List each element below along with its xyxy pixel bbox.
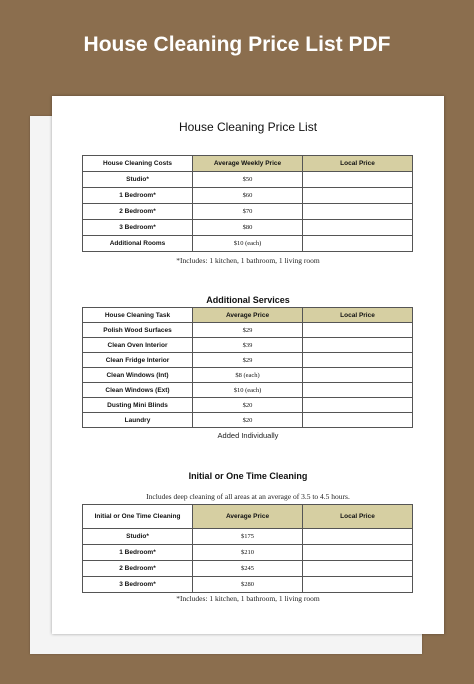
local-price [303, 545, 413, 561]
average-price: $245 [193, 561, 303, 577]
column-header: Local Price [303, 308, 413, 323]
row-label: Clean Fridge Interior [83, 353, 193, 368]
column-header: Local Price [303, 156, 413, 172]
table-row [83, 413, 413, 428]
column-header: House Cleaning Task [83, 308, 193, 323]
price-list-sheet [52, 96, 444, 634]
row-label: Clean Windows (Int) [83, 368, 193, 383]
table-header-row [83, 505, 413, 529]
column-header: House Cleaning Costs [83, 156, 193, 172]
row-label: Polish Wood Surfaces [83, 323, 193, 338]
average-price: $20 [193, 398, 303, 413]
section-intro: Includes deep cleaning of all areas at an average of 3.5 to 4.5 hours. [146, 492, 350, 501]
table-row [83, 545, 413, 561]
row-label: Dusting Mini Blinds [83, 398, 193, 413]
table-row [83, 383, 413, 398]
average-price: $50 [193, 172, 303, 188]
average-price: $210 [193, 545, 303, 561]
average-price: $29 [193, 323, 303, 338]
row-label: Additional Rooms [83, 236, 193, 252]
table-row [83, 236, 413, 252]
column-header: Average Weekly Price [193, 156, 303, 172]
local-price [303, 368, 413, 383]
document-title: House Cleaning Price List [178, 120, 318, 134]
local-price [303, 398, 413, 413]
average-price: $80 [193, 220, 303, 236]
average-price: $20 [193, 413, 303, 428]
local-price [303, 561, 413, 577]
section-title: Initial or One Time Cleaning [188, 471, 308, 481]
average-price: $10 (each) [193, 236, 303, 252]
table-footnote: *Includes: 1 kitchen, 1 bathroom, 1 living room [176, 256, 320, 265]
row-label: Studio* [83, 529, 193, 545]
row-label: 3 Bedroom* [83, 220, 193, 236]
initial-cleaning-table [82, 504, 413, 593]
table-header-row [83, 308, 413, 323]
local-price [303, 413, 413, 428]
local-price [303, 188, 413, 204]
table-row [83, 220, 413, 236]
local-price [303, 204, 413, 220]
table-row [83, 323, 413, 338]
table-row [83, 368, 413, 383]
table-row [83, 353, 413, 368]
table-row [83, 338, 413, 353]
table-header-row [83, 156, 413, 172]
row-label: Studio* [83, 172, 193, 188]
table-row [83, 577, 413, 593]
row-label: 2 Bedroom* [83, 204, 193, 220]
average-price: $280 [193, 577, 303, 593]
row-label: 3 Bedroom* [83, 577, 193, 593]
row-label: Clean Windows (Ext) [83, 383, 193, 398]
row-label: 2 Bedroom* [83, 561, 193, 577]
column-header: Local Price [303, 505, 413, 529]
column-header: Average Price [193, 308, 303, 323]
average-price: $10 (each) [193, 383, 303, 398]
local-price [303, 529, 413, 545]
local-price [303, 577, 413, 593]
average-price: $39 [193, 338, 303, 353]
table-row [83, 188, 413, 204]
table-footnote: Added Individually [217, 431, 279, 440]
average-price: $8 (each) [193, 368, 303, 383]
average-price: $175 [193, 529, 303, 545]
local-price [303, 323, 413, 338]
additional-services-table [82, 307, 413, 428]
local-price [303, 383, 413, 398]
table-row [83, 172, 413, 188]
row-label: 1 Bedroom* [83, 188, 193, 204]
row-label: 1 Bedroom* [83, 545, 193, 561]
weekly-price-table [82, 155, 413, 252]
average-price: $29 [193, 353, 303, 368]
column-header: Initial or One Time Cleaning [83, 505, 193, 529]
local-price [303, 338, 413, 353]
table-row [83, 204, 413, 220]
local-price [303, 172, 413, 188]
table-row [83, 561, 413, 577]
table-footnote: *Includes: 1 kitchen, 1 bathroom, 1 living room [176, 594, 320, 603]
local-price [303, 353, 413, 368]
average-price: $70 [193, 204, 303, 220]
local-price [303, 236, 413, 252]
average-price: $60 [193, 188, 303, 204]
row-label: Clean Oven Interior [83, 338, 193, 353]
banner-title: House Cleaning Price List PDF [83, 33, 391, 56]
table-row [83, 398, 413, 413]
column-header: Average Price [193, 505, 303, 529]
section-title: Additional Services [206, 295, 290, 305]
row-label: Laundry [83, 413, 193, 428]
table-row [83, 529, 413, 545]
local-price [303, 220, 413, 236]
